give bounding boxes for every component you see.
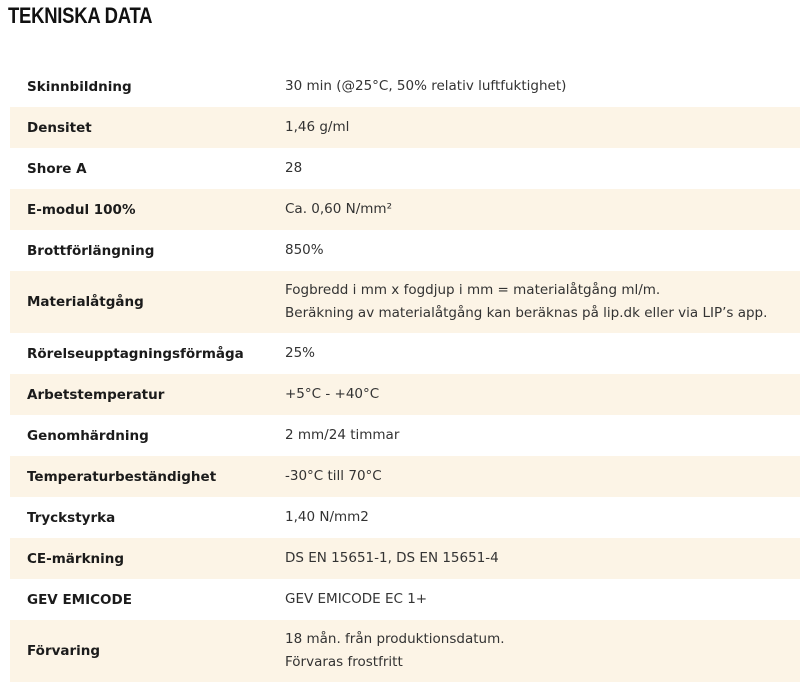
row-label: Shore A <box>27 160 87 177</box>
row-label: E-modul 100% <box>27 201 136 218</box>
tech-table <box>10 66 800 682</box>
row-value-line: 18 mån. från produktionsdatum. <box>285 631 505 647</box>
row-value-line: Fogbredd i mm x fogdjup i mm = materialåtgång ml/m. <box>285 282 661 298</box>
row-value <box>285 198 800 221</box>
row-value <box>285 157 800 180</box>
table-row <box>10 148 800 189</box>
row-label: GEV EMICODE <box>27 591 132 608</box>
row-label: Densitet <box>27 119 92 136</box>
table-row <box>10 415 800 456</box>
table-row <box>10 189 800 230</box>
row-label: Förvaring <box>27 643 101 659</box>
row-value <box>285 628 800 674</box>
table-row <box>10 66 800 107</box>
row-value <box>285 424 800 447</box>
row-label: Genomhärdning <box>27 427 149 444</box>
table-row <box>10 620 800 682</box>
table-row <box>10 538 800 579</box>
row-label: Materialåtgång <box>27 294 144 310</box>
table-row <box>10 271 800 333</box>
page-title: TEKNISKA DATA <box>8 3 153 28</box>
table-row <box>10 107 800 148</box>
row-value-line: 28 <box>285 160 303 176</box>
row-value <box>285 279 800 325</box>
row-value <box>285 75 800 98</box>
row-value-line: 1,40 N/mm2 <box>285 509 369 525</box>
row-value-line: 25% <box>285 345 316 361</box>
row-value <box>285 342 800 365</box>
row-value-line: 30 min (@25°C, 50% relativ luftfuktighet) <box>285 78 567 94</box>
table-row <box>10 456 800 497</box>
row-label: CE-märkning <box>27 550 125 567</box>
row-value <box>285 547 800 570</box>
row-value <box>285 239 800 262</box>
row-value <box>285 383 800 406</box>
row-value-line: +5°C - +40°C <box>285 386 380 402</box>
table-row <box>10 333 800 374</box>
row-value-line: 2 mm/24 timmar <box>285 427 400 443</box>
row-value-line: -30°C till 70°C <box>285 468 382 484</box>
row-value-line: Beräkning av materialåtgång kan beräknas på lip.dk eller via LIP’s app. <box>285 305 768 321</box>
row-label: Temperaturbeständighet <box>27 468 217 485</box>
row-value-line: Förvaras frostfritt <box>285 654 403 670</box>
row-value-line: 1,46 g/ml <box>285 119 350 135</box>
table-row <box>10 374 800 415</box>
row-value-line: Ca. 0,60 N/mm² <box>285 201 392 217</box>
row-label: Rörelseupptagningsförmåga <box>27 345 244 362</box>
row-label: Arbetstemperatur <box>27 386 165 403</box>
table-row <box>10 579 800 620</box>
row-value <box>285 116 800 139</box>
row-label: Tryckstyrka <box>27 509 116 526</box>
row-value-line: DS EN 15651-1, DS EN 15651-4 <box>285 550 499 566</box>
row-value <box>285 506 800 529</box>
row-value <box>285 465 800 488</box>
row-label: Skinnbildning <box>27 78 132 95</box>
row-value <box>285 588 800 611</box>
row-label: Brottförlängning <box>27 242 155 259</box>
row-value-line: 850% <box>285 242 324 258</box>
table-row <box>10 497 800 538</box>
table-row <box>10 230 800 271</box>
row-value-line: GEV EMICODE EC 1+ <box>285 591 428 607</box>
